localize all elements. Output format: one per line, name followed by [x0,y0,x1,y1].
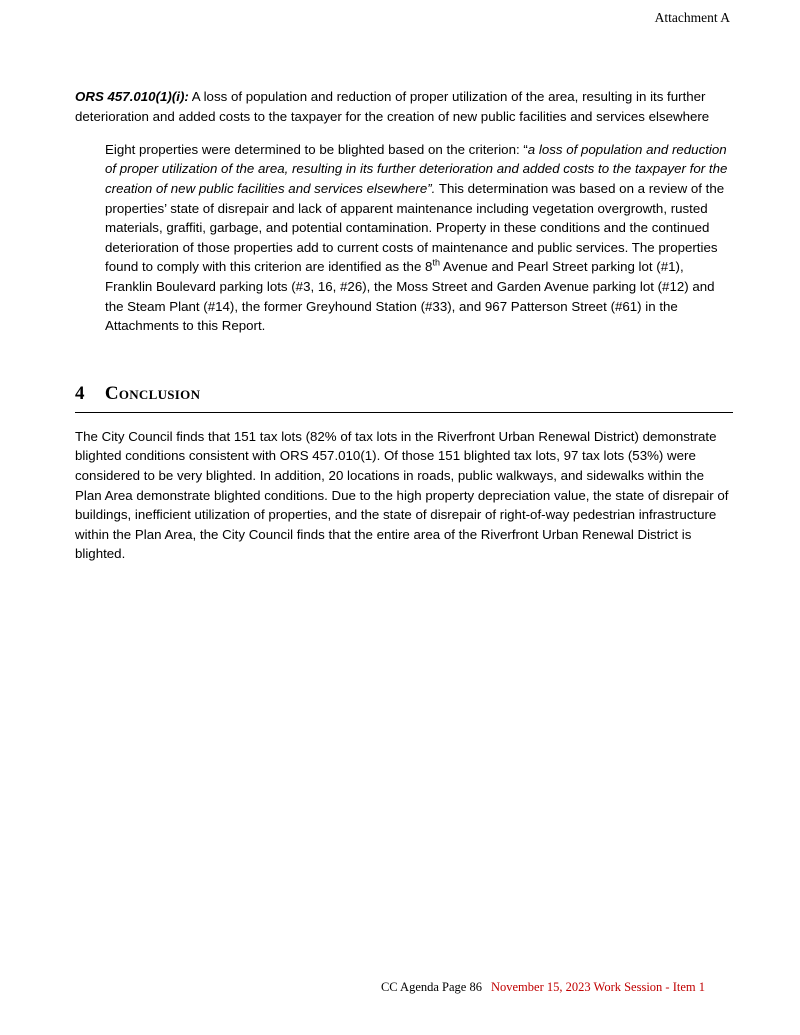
footer-session-label: November 15, 2023 Work Session - Item 1 [490,980,705,994]
page-footer [381,980,705,995]
blight-paragraph-part1: Eight properties were determined to be blighted based on the criterion: “ [105,141,528,157]
blight-determination-paragraph [105,140,733,336]
ordinal-superscript: th [432,257,440,268]
blight-paragraph-part3: Avenue and Pearl Street parking lot (#1), Franklin Boulevard parking lots (#3, 16, #26), the Moss Street and Garden Avenue parking lot (#12) and the Steam Plant (#14), the former Greyhound Station (#33), and 967 Patterson Street (#61) in the Attachments to this Report. [105,259,715,334]
footer-page-label: CC Agenda Page 86 [380,980,482,994]
section-title: Conclusion [104,382,201,404]
attachment-label: Attachment A [654,10,730,25]
section-heading-conclusion [75,383,733,413]
ors-criterion-text: A loss of population and reduction of proper utilization of the area, resulting in its further deterioration and added costs to the taxpayer for the creation of new public facilities and services elsewhere [75,89,710,124]
blight-paragraph-part2: This determination was based on a review of the properties’ state of disrepair and lack of apparent maintenance including vegetation overgrowth, rusted materials, graffiti, garbage, and potential contamination. Property in these conditions and the continued deterioration of those properties add to current costs of maintenance and public services. The properties found to comply with this criterion are identified as the 8 [105,180,725,275]
ors-criterion-paragraph [75,87,733,126]
document-body [75,74,733,577]
conclusion-paragraph: The City Council finds that 151 tax lots (82% of tax lots in the Riverfront Urban Renewal District) demonstrate blighted conditions consistent with ORS 457.010(1). Of those 151 blighted tax lots, 97 tax lots (53%) were considered to be very blighted. In addition, 20 locations in roads, public walkways, and sidewalks within the Plan Area demonstrate blighted conditions. Due to the high property depreciation value, the state of disrepair of buildings, inefficient utilization of properties, and the state of disrepair of right-of-way pedestrian infrastructure within the Plan Area, the City Council finds that the entire area of the Riverfront Urban Renewal District is blighted. [75,428,729,562]
section-number: 4 [75,382,85,404]
blight-paragraph-quote: a loss of population and reduction of proper utilization of the area, resulting in its further deterioration and added costs to the taxpayer for the creation of new public facilities and services elsewhere”. [105,141,728,196]
ors-criterion-lead: ORS 457.010(1)(i): [75,89,189,105]
